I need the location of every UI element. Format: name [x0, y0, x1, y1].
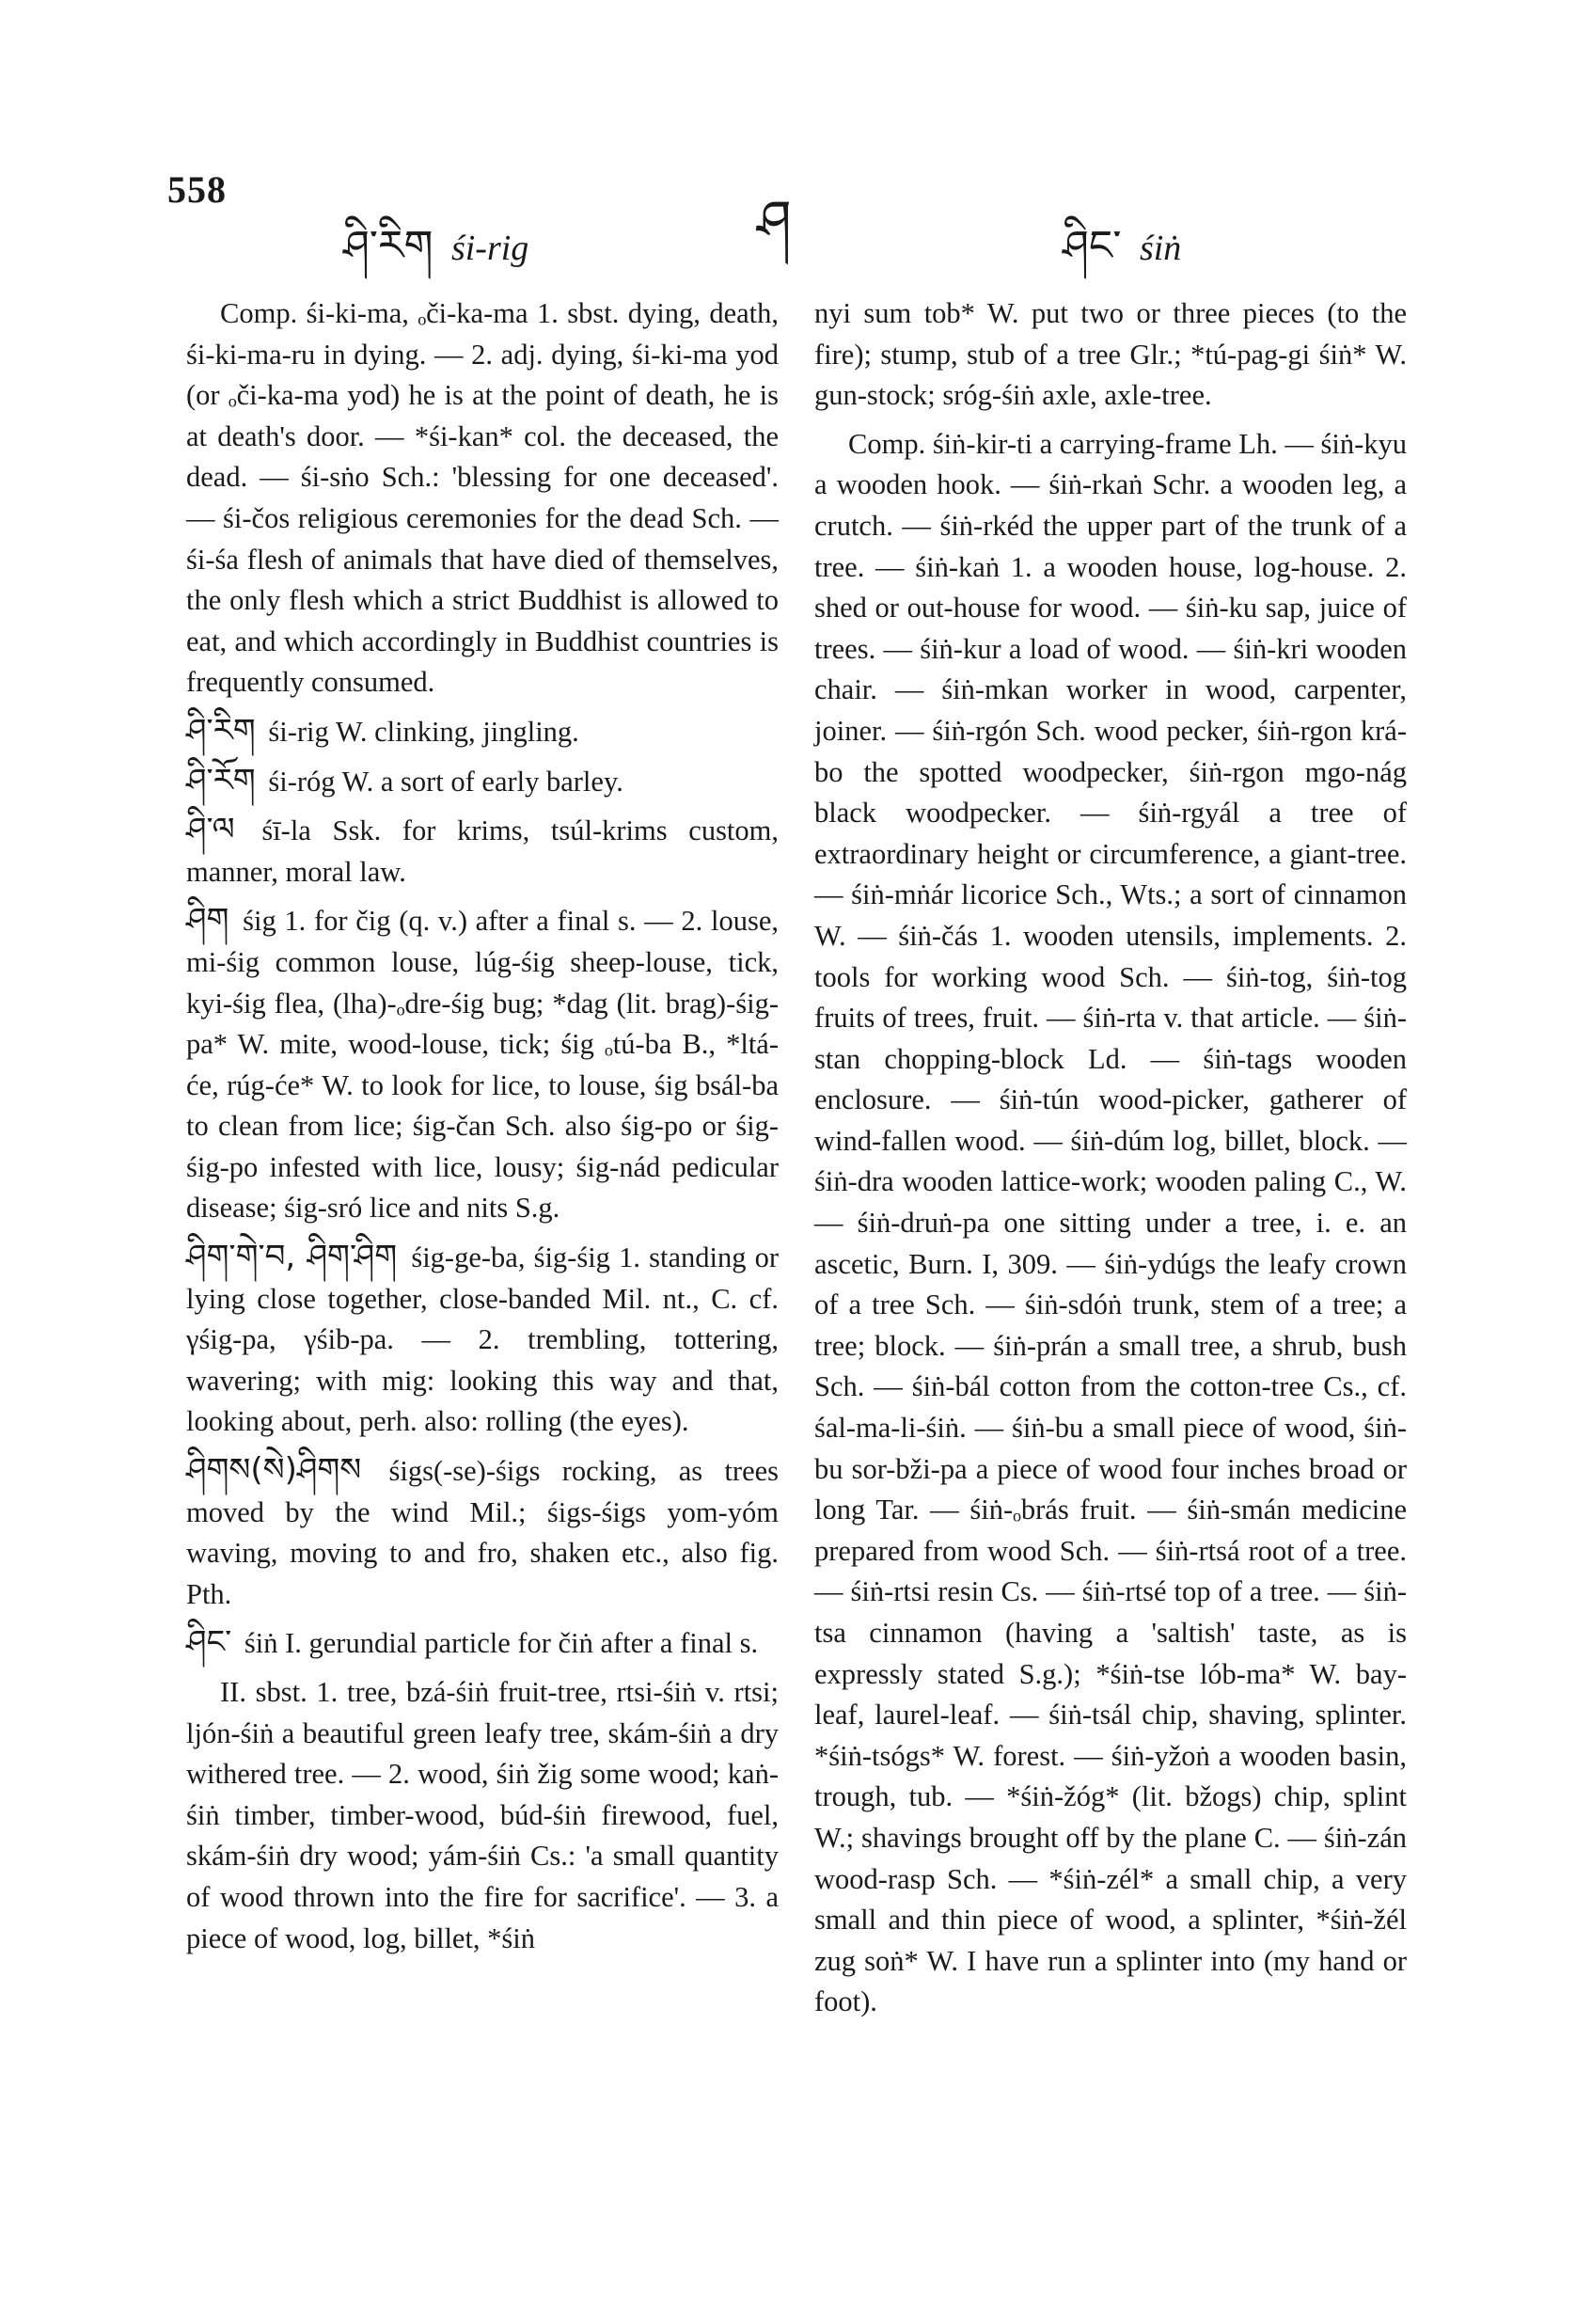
- dictionary-entry: [186, 810, 779, 893]
- entry-text: śig-ge-ba, śig-śig 1. standing or lying close together, close-banded Mil. nt., C. cf. γśig-pa, γśib-pa. — 2. trembling, tottering, wavering; with mig: looking this way and that, looking about, perh. also: rolling (the eyes).: [186, 1241, 780, 1438]
- entry-tibetan: ཤིགས(སེ)ཤིགས: [186, 1451, 362, 1490]
- entry-tibetan: ཤི་རིག: [186, 711, 256, 750]
- entry-tibetan: ཤི་ལ: [186, 811, 235, 849]
- entry-tibetan: ཤིག: [186, 901, 229, 940]
- entry-text: śigs(-se)-śigs rocking, as trees moved by the wind Mil.; śigs-śigs yom-yóm waving, moving to and fro, shaken etc., also fig. Pth.: [186, 1455, 780, 1610]
- entry-tibetan: ཤིང་: [186, 1623, 232, 1662]
- running-head-left-tibetan: ཤི་རིག: [343, 222, 433, 270]
- entry-paragraph: Comp. śi-ki-ma, ₒči-ka-ma 1. sbst. dying, death, śi-ki-ma-ru in dying. — 2. adj. dying, śi-ki-ma yod (or ₒči-ka-ma yod) he is at the point of death, he is at death's door. — *śi-kan* col. the deceased, the dead. — śi-sṅo Sch.: 'blessing for one deceased'. — śi-čos religious ceremonies for the dead Sch. — śi-śa flesh of animals that have died of themselves, the only flesh which a strict Buddhist is allowed to eat, and which accordingly in Buddhist countries is frequently consumed.: [186, 297, 779, 699]
- entry-text: śi-rig W. clinking, jingling.: [268, 715, 579, 748]
- entry-text: śi-róg W. a sort of early barley.: [268, 765, 623, 798]
- dictionary-entry: [186, 1450, 779, 1615]
- running-head-left-headword: śi-rig: [450, 229, 529, 268]
- entry-text: śī-la Ssk. for krims, tsúl-krims custom, manner, moral law.: [186, 814, 780, 888]
- entry-tibetan: ཤིག་གེ་བ, ཤིག་ཤིག: [186, 1238, 398, 1276]
- dictionary-entry: [186, 711, 779, 753]
- dictionary-entry: [186, 1237, 779, 1443]
- section-letter: ཤ: [757, 188, 792, 252]
- left-column: [186, 293, 779, 1967]
- page-number: 558: [167, 168, 227, 211]
- entry-text: śiṅ I. gerundial particle for čiṅ after a final s.: [244, 1627, 759, 1660]
- running-head-right-tibetan: ཤིང་: [1063, 222, 1122, 270]
- entry-paragraph: nyi sum tob* W. put two or three pieces (to the fire); stump, stub of a tree Glr.; *tú-pag-gi śiṅ* W. gun-stock; sróg-śiṅ axle, axle-tree.: [814, 297, 1407, 412]
- right-column: [814, 293, 1407, 2031]
- entry-text: śig 1. for čig (q. v.) after a final s. — 2. louse, mi-śig common louse, lúg-śig sheep-louse, tick, kyi-śig flea, (lha)-ₒdre-śig bug; *dag (lit. brag)-śig-pa* W. mite, wood-louse, tick; śig ₒtú-ba B., *ltá-će, rúg-će* W. to look for lice, to louse, śig bsál-ba to clean from lice; śig-čan Sch. also śig-po or śig-śig-po infested with lice, lousy; śig-nád pedicular disease; śig-sró lice and nits S.g.: [186, 905, 780, 1225]
- dictionary-entry: [186, 1622, 779, 1665]
- running-head-right-headword: śiṅ: [1139, 229, 1182, 268]
- dictionary-entry: [186, 761, 779, 803]
- dictionary-entry: [186, 900, 779, 1229]
- entry-paragraph: II. sbst. 1. tree, bzá-śiṅ fruit-tree, rtsi-śiṅ v. rtsi; ljón-śiṅ a beautiful green leafy tree, skám-śiṅ a dry withered tree. — 2. wood, śiṅ žig some wood; kaṅ-śiṅ timber, timber-wood, búd-śiṅ firewood, fuel, skám-śiṅ dry wood; yám-śiṅ Cs.: 'a small quantity of wood thrown into the fire for sacrifice'. — 3. a piece of wood, log, billet, *śiṅ: [186, 1676, 779, 1954]
- entry-tibetan: ཤི་རོག: [186, 761, 256, 799]
- entry-paragraph: Comp. śiṅ-kir-ti a carrying-frame Lh. — śiṅ-kyu a wooden hook. — śiṅ-rkaṅ Schr. a wooden leg, a crutch. — śiṅ-rkéd the upper part of the trunk of a tree. — śiṅ-kaṅ 1. a wooden house, log-house. 2. shed or out-house for wood. — śiṅ-ku sap, juice of trees. — śiṅ-kur a load of wood. — śiṅ-kri wooden chair. — śiṅ-mkan worker in wood, carpenter, joiner. — śiṅ-rgón Sch. wood pecker, śiṅ-rgon krá-bo the spotted woodpecker, śiṅ-rgon mgo-nág black woodpecker. — śiṅ-rgyál a tree of extraordinary height or circumference, a giant-tree. — śiṅ-mṅár licorice Sch., Wts.; a sort of cinnamon W. — śiṅ-čás 1. wooden utensils, implements. 2. tools for working wood Sch. — śiṅ-tog, śiṅ-tog fruits of trees, fruit. — śiṅ-rta v. that article. — śiṅ-stan chopping-block Ld. — śiṅ-tags wooden enclosure. — śiṅ-tún wood-picker, gatherer of wind-fallen wood. — śiṅ-dúm log, billet, block. — śiṅ-dra wooden lattice-work; wooden paling C., W. — śiṅ-druṅ-pa one sitting under a tree, i. e. an ascetic, Burn. I, 309. — śiṅ-ydúgs the leafy crown of a tree Sch. — śiṅ-sdóṅ trunk, stem of a tree; a tree; block. — śiṅ-prán a small tree, a shrub, bush Sch. — śiṅ-bál cotton from the cotton-tree Cs., cf. śal-ma-li-śiṅ. — śiṅ-bu a small piece of wood, śiṅ-bu sor-bži-pa a piece of wood four inches broad or long Tar. — śiṅ-ₒbrás fruit. — śiṅ-smán medicine prepared from wood Sch. — śiṅ-rtsá root of a tree. — śiṅ-rtsi resin Cs. — śiṅ-rtsé top of a tree. — śiṅ-tsa cinnamon (having a 'saltish' taste, as is expressly stated S.g.); *śiṅ-tse lób-ma* W. bay-leaf, laurel-leaf. — śiṅ-tsál chip, shaving, splinter. *śiṅ-tsógs* W. forest. — śiṅ-yžoṅ a wooden basin, trough, tub. — *śiṅ-žóg* (lit. bžogs) chip, splint W.; shavings brought off by the plane C. — śiṅ-zán wood-rasp Sch. — *śiṅ-zél* a small chip, a very small and thin piece of wood, a splinter, *śiṅ-žél zug soṅ* W. I have run a splinter into (my hand or foot).: [814, 427, 1407, 2018]
